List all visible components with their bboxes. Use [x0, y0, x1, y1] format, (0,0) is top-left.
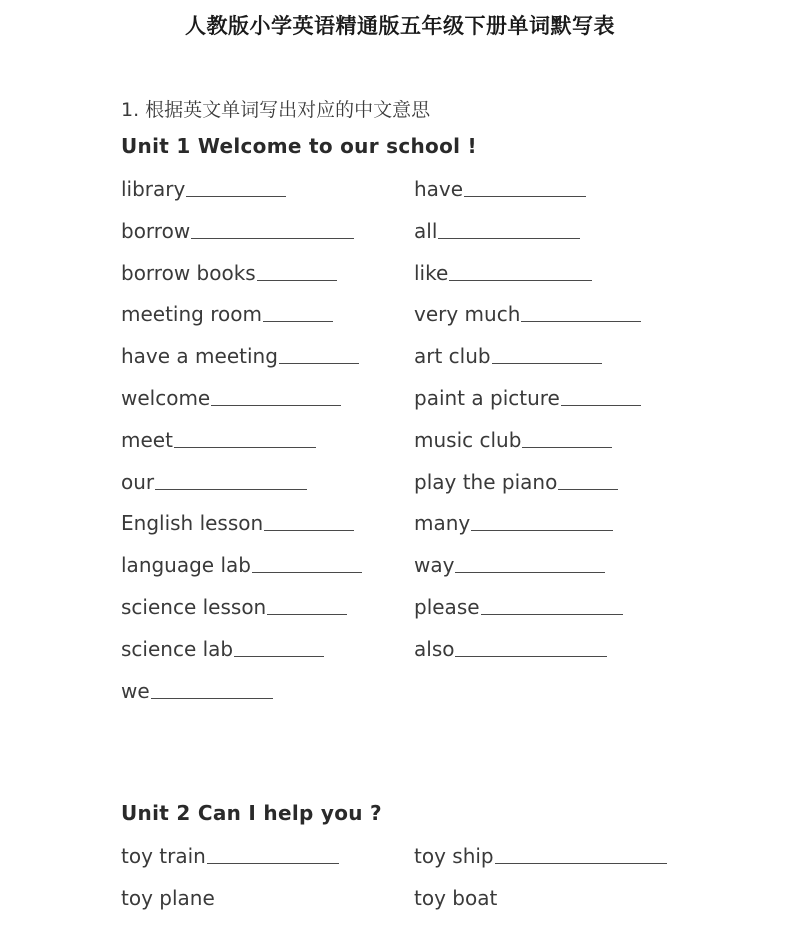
word-item: [414, 469, 641, 511]
word-item: [414, 218, 641, 260]
vocab-word: have a meeting: [121, 344, 278, 369]
unit-2-right-column: [414, 843, 667, 927]
vocab-word: toy ship: [414, 844, 494, 868]
vocab-word: language lab: [121, 553, 251, 578]
word-item: [414, 885, 667, 927]
word-item: [414, 427, 641, 469]
vocab-word: meet: [121, 427, 173, 452]
vocab-word: art club: [414, 344, 491, 369]
answer-blank[interactable]: [279, 343, 359, 364]
word-item: [414, 301, 641, 343]
vocab-word: borrow: [121, 218, 191, 243]
word-item: [414, 636, 641, 678]
answer-blank[interactable]: [155, 469, 307, 490]
unit-1-left-column: [121, 176, 362, 719]
word-item: [414, 510, 641, 552]
word-item: [414, 260, 641, 302]
unit-1-heading: Unit 1 Welcome to our school !: [121, 134, 477, 158]
unit-1-right-column: [414, 176, 641, 678]
word-item: [121, 301, 362, 343]
vocab-word: all: [414, 218, 438, 243]
word-item: [121, 678, 362, 720]
answer-blank[interactable]: [211, 385, 341, 406]
vocab-word: toy plane: [121, 885, 215, 910]
answer-blank[interactable]: [252, 552, 362, 573]
answer-blank[interactable]: [561, 385, 641, 406]
answer-blank[interactable]: [471, 510, 613, 531]
word-item: [121, 260, 362, 302]
word-item: [121, 469, 362, 511]
answer-blank[interactable]: [455, 552, 605, 573]
vocab-word: way: [414, 553, 455, 578]
word-item: [414, 176, 641, 218]
vocab-word: we: [121, 678, 150, 703]
page-title: 人教版小学英语精通版五年级下册单词默写表: [185, 14, 615, 38]
answer-blank[interactable]: [492, 343, 602, 364]
vocab-word: also: [414, 636, 455, 661]
vocab-word: very much: [414, 302, 521, 327]
answer-blank[interactable]: [263, 301, 333, 322]
vocab-word: many: [414, 511, 471, 536]
answer-blank[interactable]: [267, 594, 347, 615]
word-item: [414, 385, 641, 427]
word-item: [121, 218, 362, 260]
answer-blank[interactable]: [151, 678, 273, 699]
unit-2-heading: Unit 2 Can I help you ?: [121, 801, 382, 825]
word-item: [121, 176, 362, 218]
vocab-word: please: [414, 594, 480, 619]
vocab-word: play the piano: [414, 469, 558, 494]
word-item: [414, 843, 667, 885]
vocab-word: music club: [414, 427, 522, 452]
answer-blank[interactable]: [234, 636, 324, 657]
word-item: [414, 594, 641, 636]
word-item: [121, 427, 362, 469]
word-item: [121, 552, 362, 594]
answer-blank[interactable]: [264, 510, 354, 531]
vocab-word: toy boat: [414, 885, 498, 910]
word-item: [121, 385, 362, 427]
vocab-word: science lab: [121, 636, 234, 661]
word-item: [121, 594, 362, 636]
vocab-word: English lesson: [121, 511, 264, 536]
word-item: [414, 552, 641, 594]
vocab-word: toy train: [121, 844, 206, 868]
answer-blank[interactable]: [455, 636, 607, 657]
vocab-word: welcome: [121, 385, 211, 410]
word-item: [121, 843, 339, 885]
vocab-word: library: [121, 177, 186, 201]
answer-blank[interactable]: [449, 260, 592, 281]
answer-blank[interactable]: [438, 218, 580, 239]
answer-blank[interactable]: [174, 427, 316, 448]
vocab-word: like: [414, 260, 449, 285]
vocab-word: our: [121, 469, 155, 494]
instruction-text: 1. 根据英文单词写出对应的中文意思: [121, 99, 431, 121]
answer-blank[interactable]: [495, 843, 667, 864]
word-item: [121, 636, 362, 678]
unit-2-left-column: [121, 843, 339, 927]
word-item: [121, 343, 362, 385]
word-item: [414, 343, 641, 385]
answer-blank[interactable]: [191, 218, 354, 239]
answer-blank[interactable]: [257, 260, 337, 281]
answer-blank[interactable]: [521, 301, 641, 322]
word-item: [121, 510, 362, 552]
answer-blank[interactable]: [522, 427, 612, 448]
answer-blank[interactable]: [186, 176, 286, 197]
vocab-word: have: [414, 177, 464, 201]
answer-blank[interactable]: [481, 594, 623, 615]
vocab-word: borrow books: [121, 260, 256, 285]
answer-blank[interactable]: [207, 843, 339, 864]
word-item: [121, 885, 339, 927]
vocab-word: paint a picture: [414, 385, 560, 410]
answer-blank[interactable]: [558, 469, 618, 490]
vocab-word: meeting room: [121, 302, 262, 327]
vocab-word: science lesson: [121, 594, 267, 619]
answer-blank[interactable]: [464, 176, 586, 197]
